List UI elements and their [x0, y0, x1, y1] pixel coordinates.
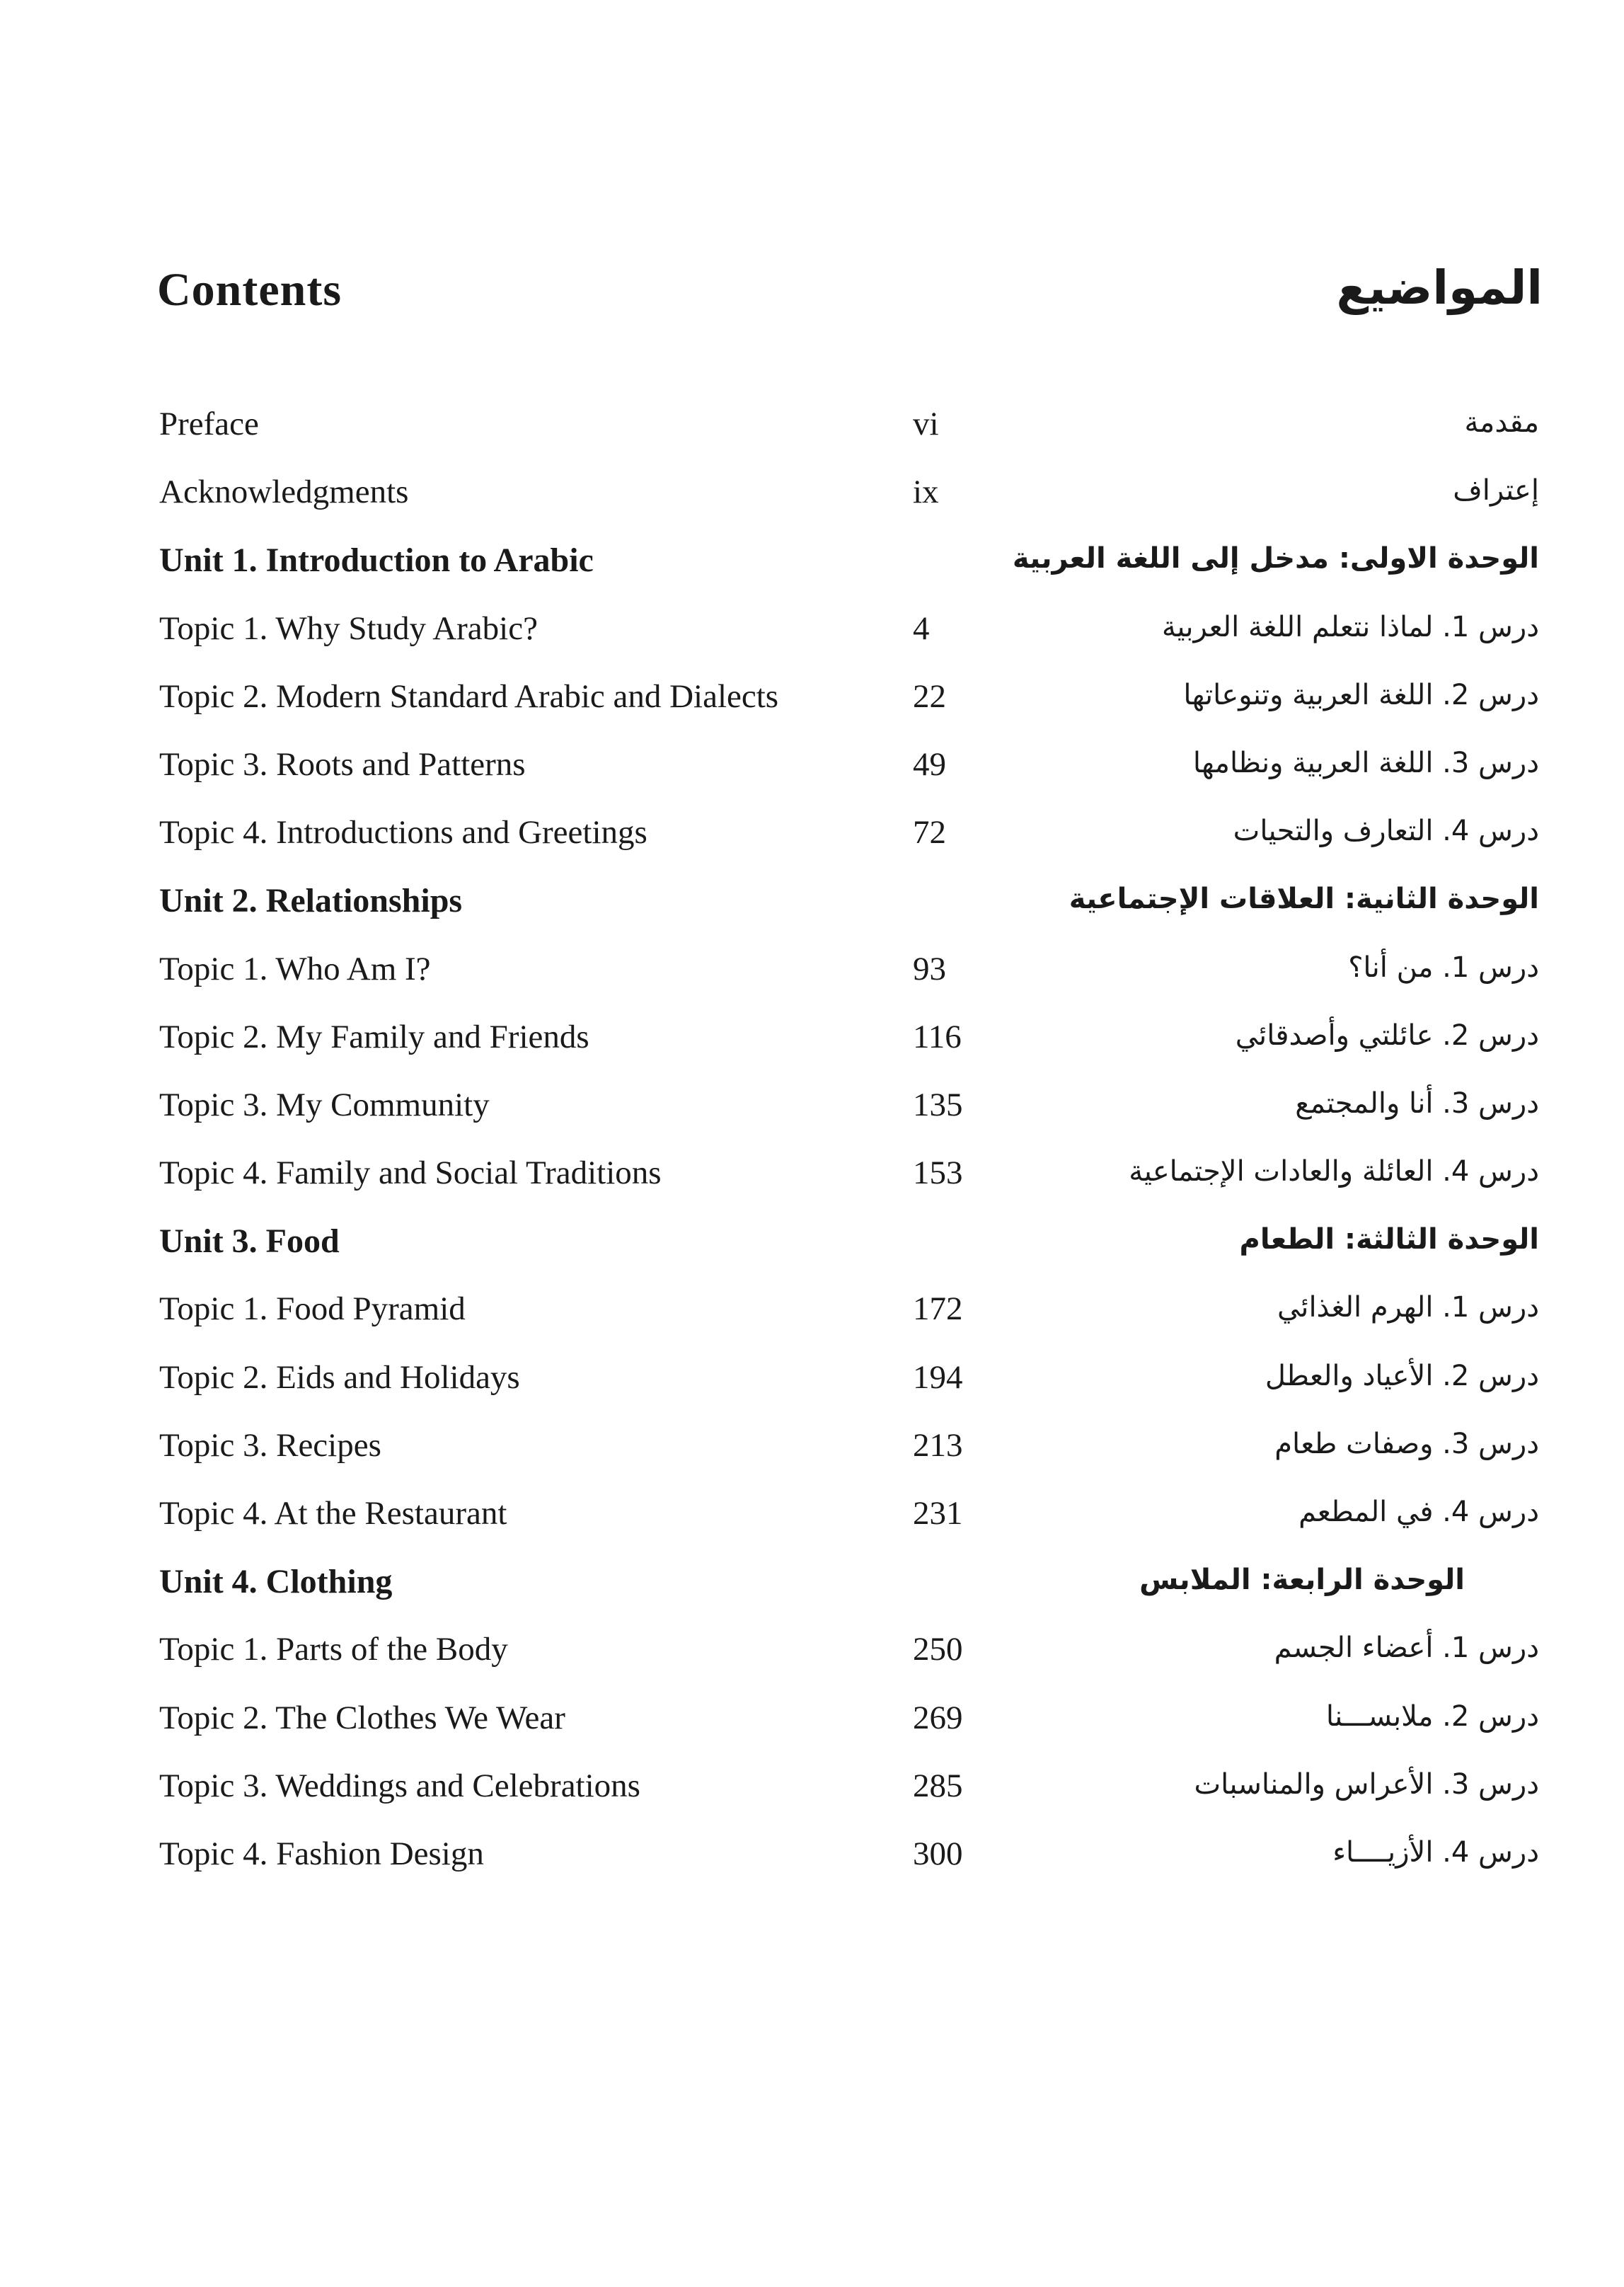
contents-entry-row [0, 1018, 1624, 1086]
entry-title-english: Topic 1. Who Am I? [159, 950, 431, 987]
contents-entry-row [0, 473, 1624, 541]
entry-title-arabic: إعتراف [1453, 474, 1539, 508]
entry-page-number: 285 [913, 1767, 963, 1804]
entry-title-english: Topic 4. Introductions and Greetings [159, 814, 647, 852]
unit-title-english: Unit 3. Food [159, 1222, 340, 1261]
contents-entry-row [0, 1699, 1624, 1767]
entry-page-number: 269 [913, 1699, 963, 1736]
contents-title-arabic: المواضيع [1336, 260, 1543, 315]
contents-entry-row [0, 609, 1624, 677]
entry-page-number: 135 [913, 1086, 963, 1123]
entry-page-number: ix [913, 474, 939, 511]
contents-entry-row [0, 950, 1624, 1018]
contents-entry-row [0, 1086, 1624, 1154]
entry-title-english: Topic 1. Why Study Arabic? [159, 609, 538, 647]
entry-page-number: 93 [913, 950, 946, 987]
entry-title-english: Topic 4. Fashion Design [159, 1835, 484, 1872]
entry-page-number: 213 [913, 1426, 963, 1464]
entry-title-arabic: درس 1. الهرم الغذائي [1277, 1291, 1539, 1324]
entry-title-arabic: درس 4. في المطعم [1298, 1496, 1539, 1528]
unit-title-english: Unit 1. Introduction to Arabic [159, 541, 594, 580]
entry-page-number: 153 [913, 1154, 963, 1192]
entry-title-arabic: مقدمة [1464, 406, 1539, 439]
entry-page-number: 22 [913, 677, 946, 715]
entry-title-english: Topic 4. At the Restaurant [159, 1495, 507, 1532]
entry-page-number: 72 [913, 814, 946, 852]
contents-entry-row [0, 813, 1624, 881]
contents-entry-row [0, 677, 1624, 745]
entry-title-arabic: درس 1. لماذا نتعلم اللغة العربية [1161, 610, 1539, 643]
entry-page-number: 231 [913, 1495, 963, 1532]
entry-title-arabic: درس 2. عائلتي وأصدقائي [1235, 1019, 1539, 1052]
entry-page-number: 300 [913, 1835, 963, 1872]
entry-title-english: Topic 2. Modern Standard Arabic and Dialects [159, 677, 779, 715]
unit-heading-row [0, 1222, 1624, 1290]
contents-entry-row [0, 1358, 1624, 1426]
entry-title-english: Topic 3. My Community [159, 1086, 490, 1123]
entry-title-arabic: درس 2. ملابســـنا [1325, 1700, 1539, 1733]
entry-title-arabic: درس 3. الأعراس والمناسبات [1194, 1767, 1539, 1801]
contents-entry-row [0, 1767, 1624, 1835]
contents-entry-row [0, 1290, 1624, 1358]
entry-title-english: Topic 2. Eids and Holidays [159, 1358, 520, 1396]
entry-title-english: Topic 4. Family and Social Traditions [159, 1154, 662, 1192]
unit-title-arabic: الوحدة الثانية: العلاقات الإجتماعية [1069, 883, 1539, 916]
unit-title-arabic: الوحدة الاولى: مدخل إلى اللغة العربية [1012, 542, 1539, 575]
entry-title-arabic: درس 3. أنا والمجتمع [1295, 1087, 1539, 1120]
entry-title-english: Topic 1. Parts of the Body [159, 1631, 508, 1668]
contents-entry-row [0, 1426, 1624, 1494]
unit-heading-row [0, 881, 1624, 949]
unit-title-arabic: الوحدة الرابعة: الملابس [1139, 1564, 1465, 1597]
contents-list [0, 405, 1624, 1903]
contents-entry-row [0, 1630, 1624, 1698]
entry-title-english: Preface [159, 406, 259, 442]
contents-entry-row [0, 745, 1624, 813]
entry-title-arabic: درس 3. اللغة العربية ونظامها [1192, 746, 1539, 779]
unit-title-english: Unit 2. Relationships [159, 882, 463, 920]
unit-heading-row [0, 1562, 1624, 1630]
entry-page-number: 116 [913, 1018, 962, 1055]
entry-page-number: 172 [913, 1290, 963, 1328]
entry-title-english: Topic 2. My Family and Friends [159, 1018, 589, 1055]
entry-title-arabic: درس 4. التعارف والتحيات [1233, 815, 1539, 848]
entry-title-arabic: درس 2. الأعياد والعطل [1265, 1359, 1539, 1392]
entry-title-arabic: درس 4. العائلة والعادات الإجتماعية [1129, 1155, 1539, 1188]
entry-page-number: 4 [913, 609, 930, 647]
entry-title-arabic: درس 2. اللغة العربية وتنوعاتها [1183, 678, 1539, 711]
entry-title-english: Topic 3. Roots and Patterns [159, 745, 526, 783]
unit-title-arabic: الوحدة الثالثة: الطعام [1239, 1223, 1539, 1256]
unit-title-english: Unit 4. Clothing [159, 1563, 393, 1601]
entry-title-english: Topic 3. Weddings and Celebrations [159, 1767, 640, 1804]
contents-title-english: Contents [157, 264, 342, 316]
entry-title-arabic: درس 1. من أنا؟ [1348, 951, 1539, 984]
entry-page-number: 194 [913, 1358, 963, 1396]
contents-entry-row [0, 405, 1624, 473]
entry-page-number: 49 [913, 745, 946, 783]
entry-title-arabic: درس 3. وصفات طعام [1274, 1427, 1539, 1460]
entry-title-english: Topic 3. Recipes [159, 1426, 381, 1464]
unit-heading-row [0, 541, 1624, 609]
entry-title-arabic: درس 1. أعضاء الجسم [1274, 1632, 1539, 1665]
entry-title-arabic: درس 4. الأزيــــاء [1332, 1835, 1539, 1869]
contents-entry-row [0, 1494, 1624, 1562]
entry-page-number: 250 [913, 1631, 963, 1668]
contents-entry-row [0, 1154, 1624, 1222]
entry-page-number: vi [913, 406, 939, 442]
contents-entry-row [0, 1835, 1624, 1903]
entry-title-english: Topic 1. Food Pyramid [159, 1290, 466, 1328]
entry-title-english: Topic 2. The Clothes We Wear [159, 1699, 565, 1736]
entry-title-english: Acknowledgments [159, 474, 409, 511]
